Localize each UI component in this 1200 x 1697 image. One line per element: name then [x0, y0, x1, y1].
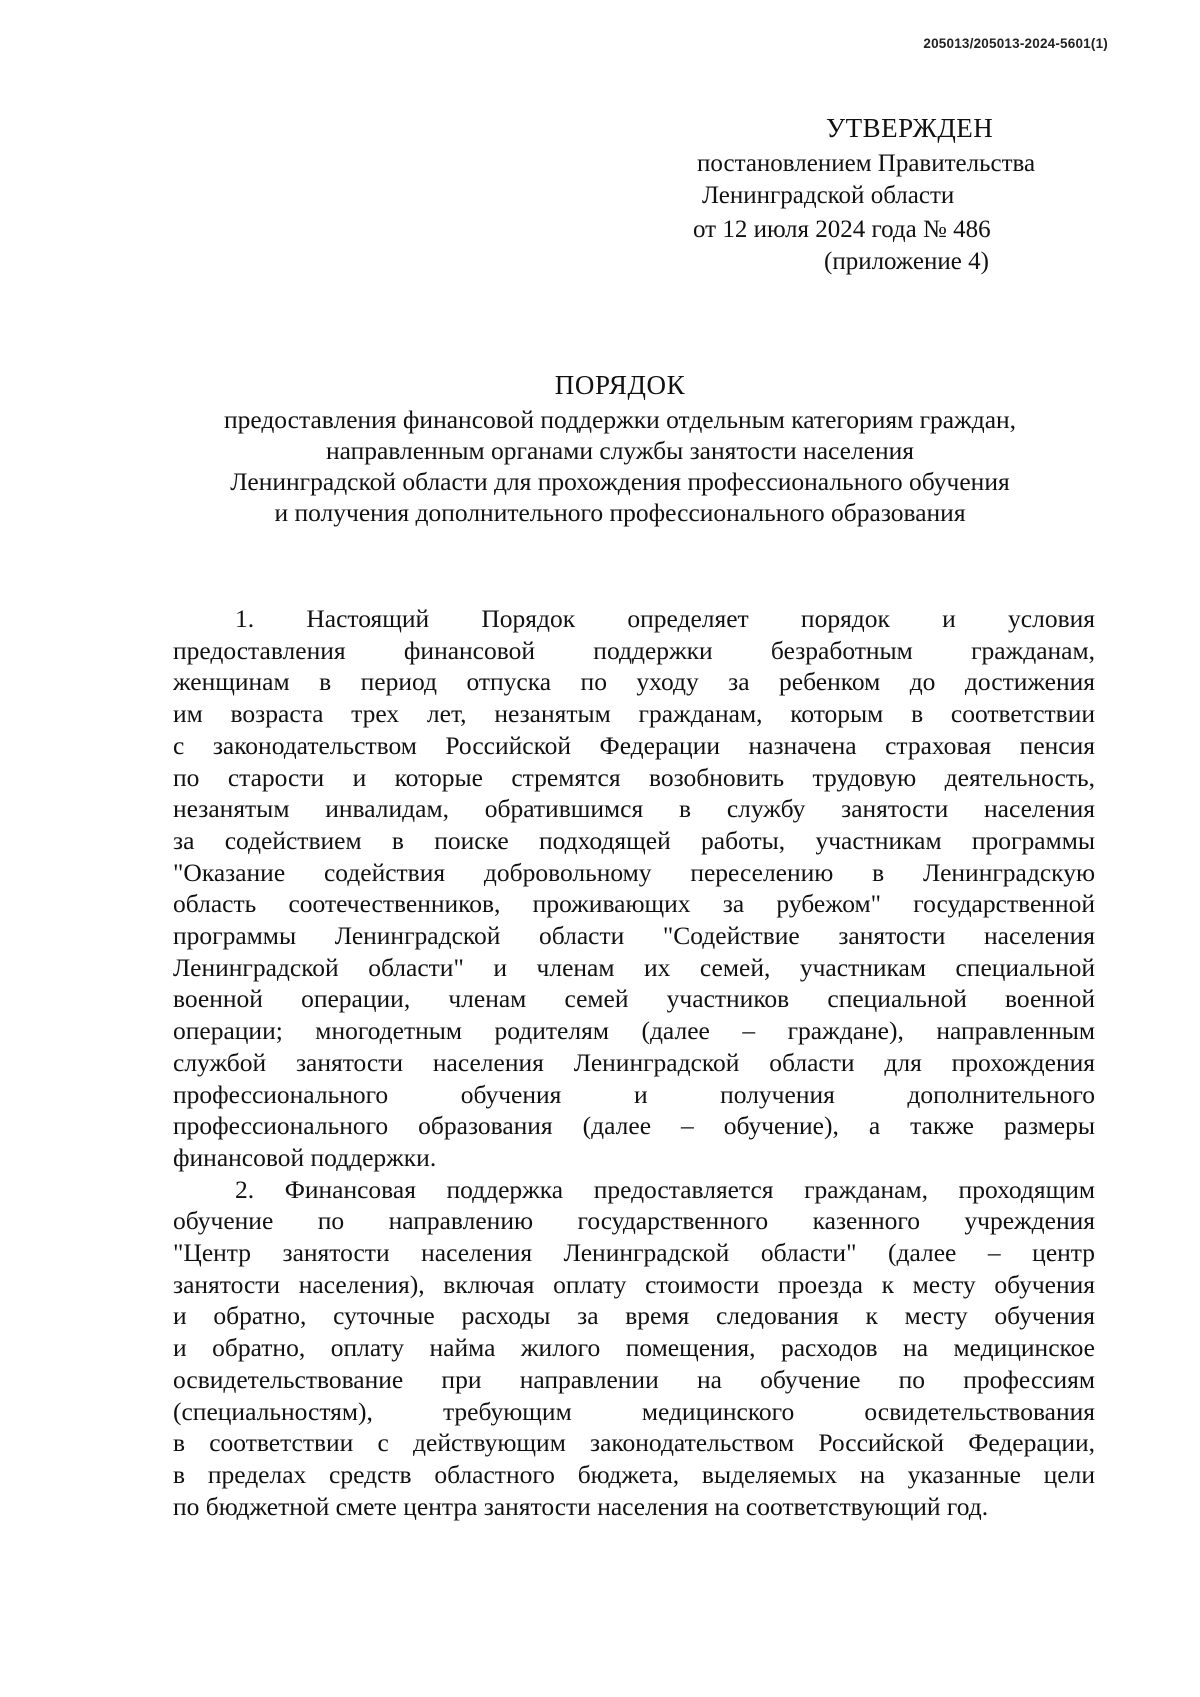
document-heading: [170, 370, 1070, 528]
text-line: профессионального образования (далее – обучение), а также размеры: [173, 1111, 1095, 1141]
approval-line-2: Ленинградской области: [702, 182, 955, 209]
text-line: профессионального обучения и получения дополнительного: [173, 1079, 1095, 1109]
subtitle-line: предоставления финансовой поддержки отдельным категориям граждан,: [223, 405, 1017, 434]
text-line: программы Ленинградской области "Содействие занятости населения: [173, 921, 1095, 951]
document-title: ПОРЯДОК: [554, 370, 686, 400]
text-line: занятости населения), включая оплату стоимости проезда к месту обучения: [173, 1269, 1095, 1299]
text-line: освидетельствование при направлении на обучение по профессиям: [173, 1364, 1095, 1394]
text-line: операции; многодетным родителям (далее – граждане), направленным: [173, 1016, 1095, 1046]
text-line: в соответствии с действующим законодательством Российской Федерации,: [173, 1428, 1095, 1458]
approval-title: УТВЕРЖДЕН: [826, 113, 994, 143]
text-line: 2. Финансовая поддержка предоставляется гражданам, проходящим: [235, 1174, 1095, 1204]
subtitle-line: Ленинградской области для прохождения профессионального обучения: [230, 467, 1010, 496]
text-line: обучение по направлению государственного казенного учреждения: [173, 1206, 1095, 1236]
paragraph-1: [173, 603, 1095, 1174]
text-line: за содействием в поиске подходящей работы, участникам программы: [173, 825, 1095, 855]
text-line: женщинам в период отпуска по уходу за ребенком до достижения: [173, 667, 1095, 697]
text-line: Ленинградской области" и членам их семей, участникам специальной: [173, 952, 1095, 982]
text-line: область соотечественников, проживающих за рубежом" государственной: [173, 889, 1095, 919]
text-line: "Оказание содействия добровольному переселению в Ленинградскую: [173, 857, 1095, 887]
text-line: и обратно, суточные расходы за время следования к месту обучения: [173, 1301, 1095, 1331]
approval-line-1: постановлением Правительства: [697, 150, 1036, 177]
text-line: по старости и которые стремятся возобновить трудовую деятельность,: [173, 762, 1095, 792]
approval-line-4: (приложение 4): [824, 248, 989, 275]
text-line: и обратно, оплату найма жилого помещения, расходов на медицинское: [173, 1333, 1095, 1363]
text-line: в пределах средств областного бюджета, выделяемых на указанные цели: [173, 1459, 1095, 1489]
subtitle-line: и получения дополнительного профессионального образования: [274, 498, 966, 527]
text-line: предоставления финансовой поддержки безработным гражданам,: [173, 635, 1095, 665]
text-line: службой занятости населения Ленинградской области для прохождения: [173, 1047, 1095, 1077]
text-line: по бюджетной смете центра занятости населения на соответствующий год.: [173, 1491, 989, 1521]
text-line: незанятым инвалидам, обратившимся в службу занятости населения: [173, 794, 1095, 824]
subtitle-line: направленным органами службы занятости населения: [325, 436, 915, 465]
text-line: "Центр занятости населения Ленинградской области" (далее – центр: [173, 1238, 1095, 1268]
text-line: финансовой поддержки.: [173, 1142, 437, 1172]
text-line: с законодательством Российской Федерации назначена страховая пенсия: [173, 730, 1095, 760]
document-body: [173, 603, 1095, 1522]
paragraph-2: [173, 1174, 1095, 1523]
text-line: им возраста трех лет, незанятым гражданам, которым в соответствии: [173, 699, 1095, 729]
approval-line-3: от 12 июля 2024 года № 486: [693, 216, 991, 243]
text-line: военной операции, членам семей участников специальной военной: [173, 984, 1095, 1014]
document-id: 205013/205013-2024-5601(1): [923, 36, 1108, 51]
text-line: (специальностям), требующим медицинского освидетельствования: [173, 1396, 1095, 1426]
text-line: 1. Настоящий Порядок определяет порядок и условия: [235, 604, 1095, 633]
